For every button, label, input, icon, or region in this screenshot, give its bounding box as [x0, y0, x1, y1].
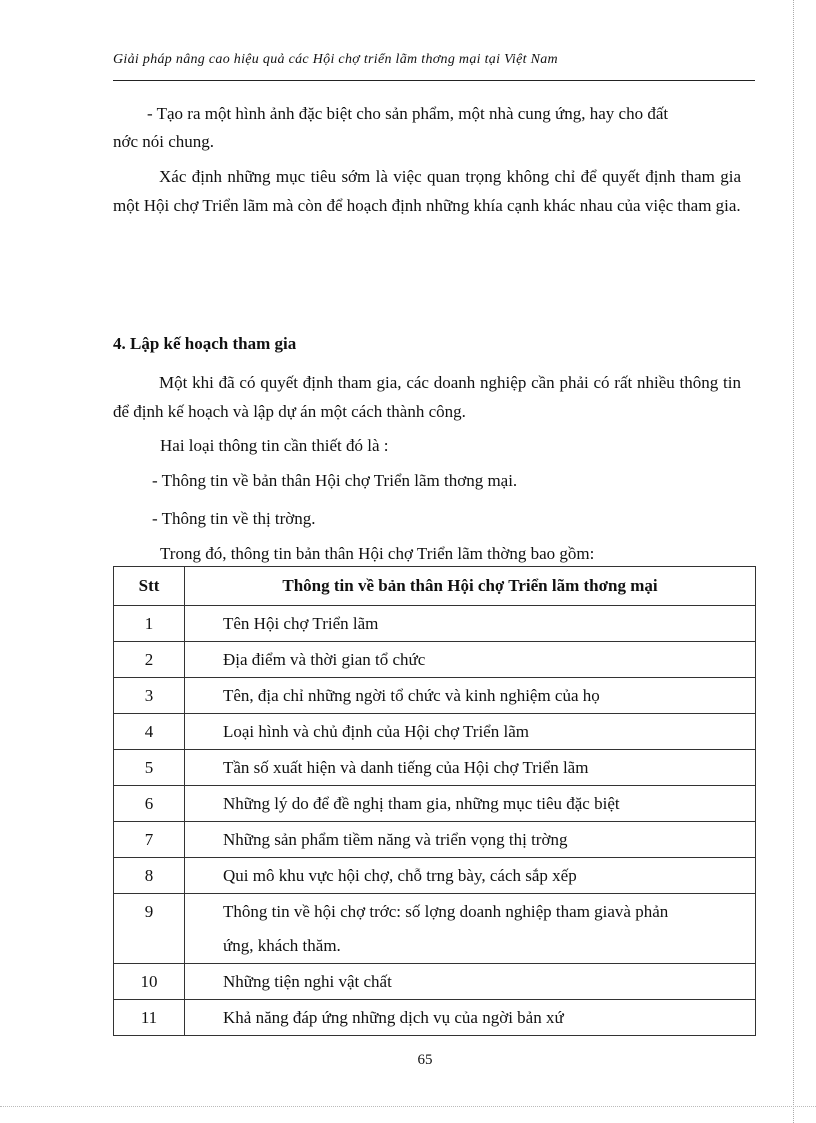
row-number: 1 [114, 606, 185, 642]
row-text: Những tiện nghi vật chất [185, 964, 756, 1000]
page-bottom-dotted-line [0, 1106, 816, 1107]
paragraph-bullet-line1: - Tạo ra một hình ảnh đặc biệt cho sản phẩm, một nhà cung ứng, hay cho đất [147, 104, 669, 123]
column-header-info: Thông tin về bản thân Hội chợ Triển lãm thơng mại [185, 567, 756, 606]
table-row [114, 714, 756, 750]
header-rule [113, 80, 755, 81]
column-header-stt: Stt [114, 567, 185, 606]
row-number: 11 [114, 1000, 185, 1036]
paragraph-planning: Một khi đã có quyết định tham gia, các doanh nghiệp cần phải có rất nhiều thông tin để định kế hoạch và lập dự án một cách thành công. [113, 373, 741, 421]
table-row [114, 678, 756, 714]
row-text-line2: ứng, khách thăm. [223, 936, 341, 955]
table-row [114, 750, 756, 786]
row-text: Những lý do để đề nghị tham gia, những mục tiêu đặc biệt [185, 786, 756, 822]
running-header: Giải pháp nâng cao hiệu quả các Hội chợ triển lãm thơng mại tại Việt Nam [113, 52, 558, 67]
bullet-market-info: - Thông tin về thị trờng. [152, 509, 316, 528]
section-heading: 4. Lập kế hoạch tham gia [113, 334, 297, 353]
row-number: 8 [114, 858, 185, 894]
paragraph-objectives: Xác định những mục tiêu sớm là việc quan trọng không chỉ để quyết định tham gia một Hội chợ Triển lãm mà còn để hoạch định những khía cạnh khác nhau của việc tham gia. [113, 167, 741, 215]
paragraph-bullet-line2: nớc nói chung. [113, 132, 215, 151]
row-text: Những sản phẩm tiềm năng và triển vọng thị trờng [185, 822, 756, 858]
row-number: 6 [114, 786, 185, 822]
table-row [114, 964, 756, 1000]
row-text: Qui mô khu vực hội chợ, chỗ trng bày, cách sắp xếp [185, 858, 756, 894]
row-number: 5 [114, 750, 185, 786]
row-text-line1: Thông tin về hội chợ trớc: số lợng doanh nghiệp tham giavà phản [223, 902, 669, 921]
row-number: 9 [114, 894, 185, 964]
table-row [114, 786, 756, 822]
table-row [114, 858, 756, 894]
row-text: Địa điểm và thời gian tổ chức [185, 642, 756, 678]
row-text [185, 894, 756, 964]
table-header-row [114, 567, 756, 606]
row-number: 4 [114, 714, 185, 750]
info-table [113, 566, 756, 1036]
paragraph-two-types: Hai loại thông tin cần thiết đó là : [160, 436, 389, 455]
bullet-fair-info: - Thông tin về bản thân Hội chợ Triển lãm thơng mại. [152, 471, 518, 490]
row-number: 10 [114, 964, 185, 1000]
table-row [114, 642, 756, 678]
row-number: 7 [114, 822, 185, 858]
row-number: 2 [114, 642, 185, 678]
row-text: Khả năng đáp ứng những dịch vụ của ngời bản xứ [185, 1000, 756, 1036]
table-row [114, 894, 756, 964]
paragraph-table-intro: Trong đó, thông tin bản thân Hội chợ Triển lãm thờng bao gồm: [160, 544, 595, 563]
page-number: 65 [417, 1052, 433, 1068]
table-row [114, 1000, 756, 1036]
row-text: Tên, địa chỉ những ngời tổ chức và kinh nghiệm của họ [185, 678, 756, 714]
row-text: Loại hình và chủ định của Hội chợ Triển lãm [185, 714, 756, 750]
page-edge-dotted-line [793, 0, 794, 1123]
row-text: Tần số xuất hiện và danh tiếng của Hội chợ Triển lãm [185, 750, 756, 786]
row-text: Tên Hội chợ Triển lãm [185, 606, 756, 642]
row-number: 3 [114, 678, 185, 714]
table-row [114, 822, 756, 858]
table-row [114, 606, 756, 642]
